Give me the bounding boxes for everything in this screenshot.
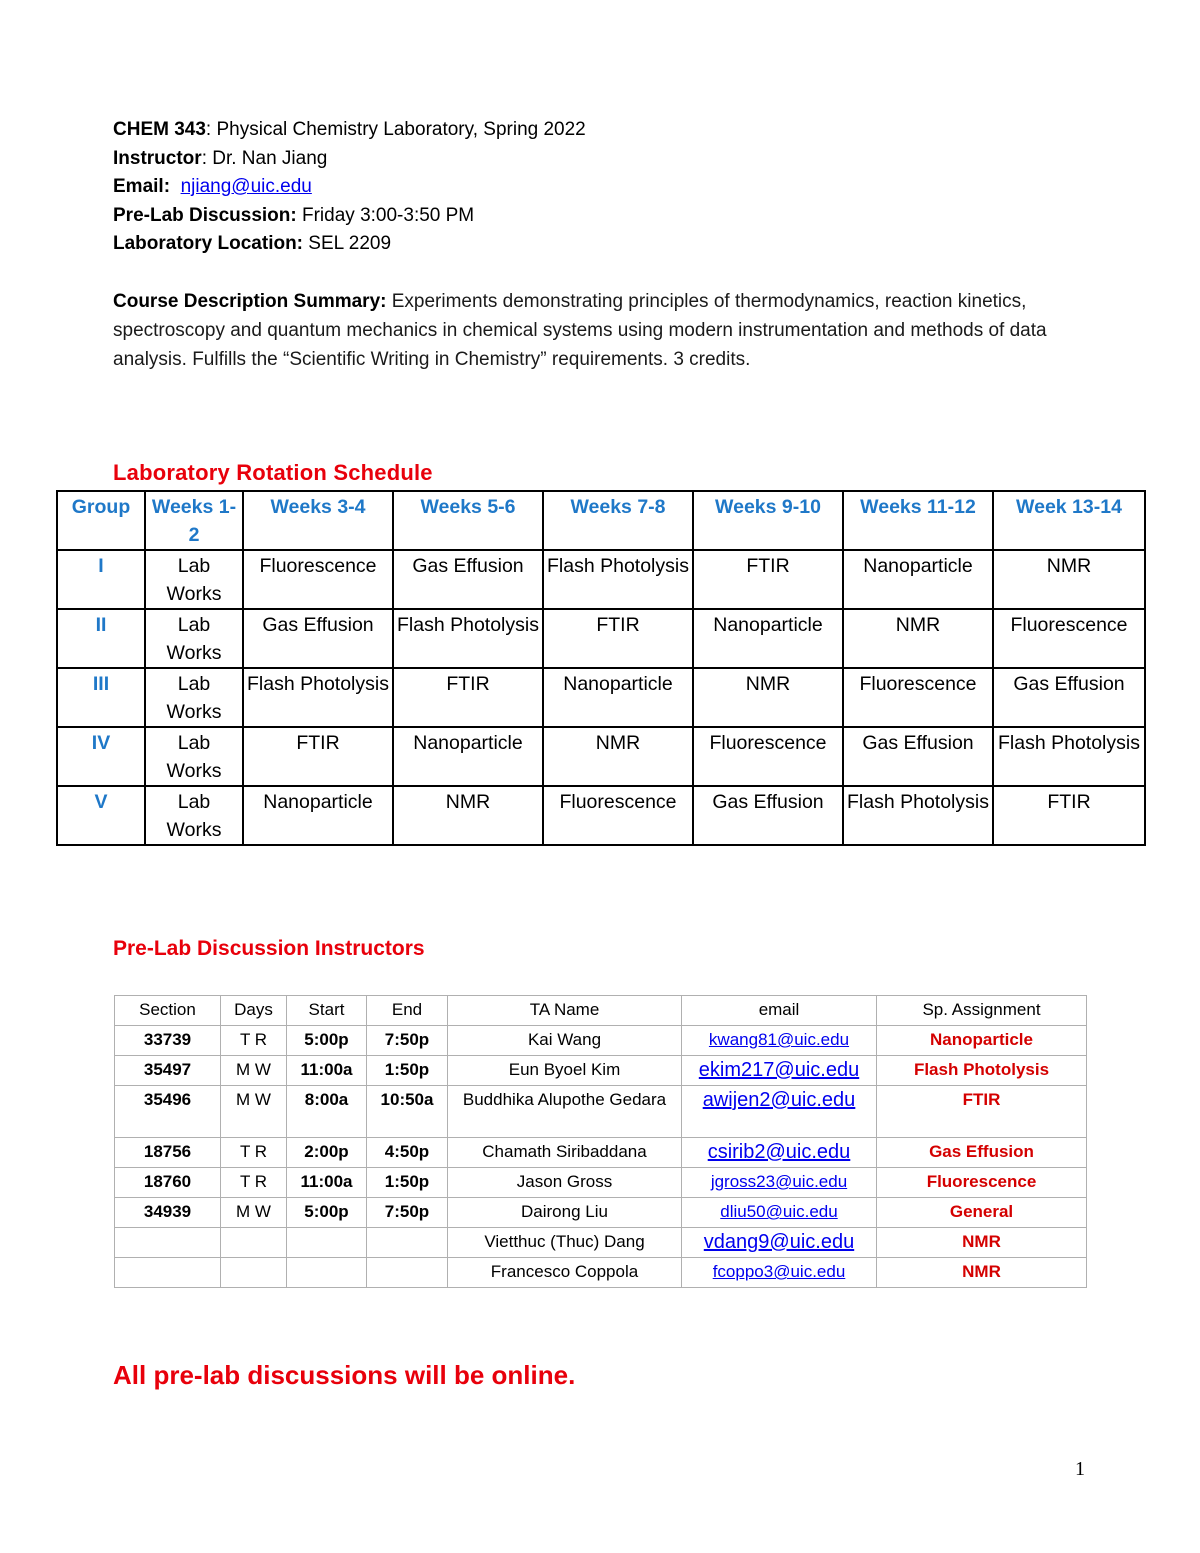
rotation-header-cell: Weeks 3-4 bbox=[243, 491, 393, 550]
rotation-cell: Gas Effusion bbox=[843, 727, 993, 786]
rotation-cell: FTIR bbox=[243, 727, 393, 786]
start-cell: 8:00a bbox=[287, 1086, 367, 1138]
end-cell: 1:50p bbox=[367, 1056, 448, 1086]
rotation-cell: Flash Photolysis bbox=[243, 668, 393, 727]
instructor-row bbox=[115, 1198, 1087, 1228]
rotation-cell: FTIR bbox=[693, 550, 843, 609]
rotation-cell: Flash Photolysis bbox=[843, 786, 993, 845]
rotation-cell: Nanoparticle bbox=[393, 727, 543, 786]
rotation-row bbox=[57, 786, 1145, 845]
instructor-row bbox=[115, 1138, 1087, 1168]
end-cell: 4:50p bbox=[367, 1138, 448, 1168]
rotation-cell: Nanoparticle bbox=[693, 609, 843, 668]
prelab-line bbox=[113, 202, 1093, 231]
location-value: SEL 2209 bbox=[303, 233, 392, 254]
rotation-cell: NMR bbox=[843, 609, 993, 668]
instructors-header-cell: Sp. Assignment bbox=[877, 996, 1087, 1026]
email-cell bbox=[682, 1198, 877, 1228]
ta-name-cell: Eun Byoel Kim bbox=[448, 1056, 682, 1086]
description-text: Experiments demonstrating principles of thermodynamics, reaction kinetics, spectroscopy and quantum mechanics in chemical systems using modern instrumentation and methods of data analysis. Fulfills the “Scientific Writing in Chemistry” requirements. 3 credits. bbox=[113, 291, 1047, 370]
rotation-row bbox=[57, 609, 1145, 668]
section-cell bbox=[115, 1228, 221, 1258]
rotation-cell: Lab Works bbox=[145, 550, 243, 609]
rotation-header-cell: Weeks 11-12 bbox=[843, 491, 993, 550]
email-cell bbox=[682, 1228, 877, 1258]
group-cell: III bbox=[57, 668, 145, 727]
start-cell bbox=[287, 1258, 367, 1288]
instructor-line bbox=[113, 145, 1093, 174]
start-cell: 11:00a bbox=[287, 1168, 367, 1198]
section-cell: 18756 bbox=[115, 1138, 221, 1168]
days-cell: M W bbox=[221, 1198, 287, 1228]
section-cell: 35497 bbox=[115, 1056, 221, 1086]
page-number: 1 bbox=[1075, 1458, 1085, 1480]
instructors-header-cell: Days bbox=[221, 996, 287, 1026]
rotation-row bbox=[57, 727, 1145, 786]
section-cell: 33739 bbox=[115, 1026, 221, 1056]
start-cell bbox=[287, 1228, 367, 1258]
instructor-row bbox=[115, 1258, 1087, 1288]
email-cell bbox=[682, 1138, 877, 1168]
email-cell bbox=[682, 1258, 877, 1288]
instructor-email-link[interactable]: njiang@uic.edu bbox=[180, 176, 312, 197]
rotation-cell: Flash Photolysis bbox=[543, 550, 693, 609]
ta-email-link[interactable]: jgross23@uic.edu bbox=[710, 1172, 848, 1191]
rotation-cell: NMR bbox=[393, 786, 543, 845]
rotation-cell: Fluorescence bbox=[993, 609, 1145, 668]
instructor-label: Instructor bbox=[113, 147, 202, 169]
email-label: Email: bbox=[113, 176, 171, 197]
rotation-cell: Gas Effusion bbox=[993, 668, 1145, 727]
section-cell: 18760 bbox=[115, 1168, 221, 1198]
rotation-cell: NMR bbox=[993, 550, 1145, 609]
section-cell: 35496 bbox=[115, 1086, 221, 1138]
instructor-row bbox=[115, 1056, 1087, 1086]
rotation-row bbox=[57, 668, 1145, 727]
rotation-cell: Nanoparticle bbox=[243, 786, 393, 845]
rotation-cell: FTIR bbox=[393, 668, 543, 727]
rotation-cell: Lab Works bbox=[145, 668, 243, 727]
ta-email-link[interactable]: fcoppo3@uic.edu bbox=[712, 1262, 846, 1281]
group-cell: IV bbox=[57, 727, 145, 786]
rotation-cell: Flash Photolysis bbox=[393, 609, 543, 668]
days-cell bbox=[221, 1258, 287, 1288]
rotation-cell: FTIR bbox=[543, 609, 693, 668]
description-label: Course Description Summary: bbox=[113, 291, 387, 312]
prelab-label: Pre-Lab Discussion: bbox=[113, 204, 297, 226]
end-cell: 7:50p bbox=[367, 1026, 448, 1056]
instructors-header-cell: email bbox=[682, 996, 877, 1026]
rotation-cell: Lab Works bbox=[145, 609, 243, 668]
ta-email-link[interactable]: dliu50@uic.edu bbox=[720, 1202, 838, 1221]
days-cell: T R bbox=[221, 1138, 287, 1168]
rotation-schedule-title: Laboratory Rotation Schedule bbox=[113, 460, 433, 485]
assignment-cell: General bbox=[877, 1198, 1087, 1228]
group-cell: I bbox=[57, 550, 145, 609]
instructors-table bbox=[114, 995, 1087, 1288]
assignment-cell: Flash Photolysis bbox=[877, 1056, 1087, 1086]
rotation-header-cell: Weeks 1-2 bbox=[145, 491, 243, 550]
instructors-title: Pre-Lab Discussion Instructors bbox=[113, 937, 425, 960]
start-cell: 5:00p bbox=[287, 1198, 367, 1228]
rotation-cell: Gas Effusion bbox=[243, 609, 393, 668]
rotation-cell: Fluorescence bbox=[843, 668, 993, 727]
location-line bbox=[113, 230, 1093, 259]
ta-name-cell: Chamath Siribaddana bbox=[448, 1138, 682, 1168]
ta-email-link[interactable]: ekim217@uic.edu bbox=[698, 1059, 860, 1081]
days-cell: M W bbox=[221, 1086, 287, 1138]
instructors-header-cell: Section bbox=[115, 996, 221, 1026]
start-cell: 5:00p bbox=[287, 1026, 367, 1056]
rotation-cell: Nanoparticle bbox=[543, 668, 693, 727]
ta-name-cell: Buddhika Alupothe Gedara bbox=[448, 1086, 682, 1138]
course-description bbox=[113, 287, 1093, 374]
rotation-header-cell: Week 13-14 bbox=[993, 491, 1145, 550]
course-code: CHEM 343 bbox=[113, 119, 206, 140]
assignment-cell: NMR bbox=[877, 1258, 1087, 1288]
days-cell bbox=[221, 1228, 287, 1258]
days-cell: T R bbox=[221, 1168, 287, 1198]
rotation-header-cell: Weeks 9-10 bbox=[693, 491, 843, 550]
course-header bbox=[113, 116, 1093, 259]
ta-name-cell: Dairong Liu bbox=[448, 1198, 682, 1228]
end-cell: 7:50p bbox=[367, 1198, 448, 1228]
instructor-value: : Dr. Nan Jiang bbox=[201, 147, 328, 169]
group-cell: V bbox=[57, 786, 145, 845]
start-cell: 2:00p bbox=[287, 1138, 367, 1168]
start-cell: 11:00a bbox=[287, 1056, 367, 1086]
rotation-cell: NMR bbox=[543, 727, 693, 786]
rotation-cell: Gas Effusion bbox=[393, 550, 543, 609]
online-notice: All pre-lab discussions will be online. bbox=[113, 1360, 576, 1390]
rotation-header-cell: Weeks 7-8 bbox=[543, 491, 693, 550]
prelab-value: Friday 3:00-3:50 PM bbox=[296, 204, 475, 226]
ta-name-cell: Vietthuc (Thuc) Dang bbox=[448, 1228, 682, 1258]
instructor-row bbox=[115, 1026, 1087, 1056]
days-cell: T R bbox=[221, 1026, 287, 1056]
email-cell bbox=[682, 1026, 877, 1056]
instructors-header-row bbox=[115, 996, 1087, 1026]
ta-name-cell: Kai Wang bbox=[448, 1026, 682, 1056]
assignment-cell: FTIR bbox=[877, 1086, 1087, 1138]
rotation-cell: NMR bbox=[693, 668, 843, 727]
instructor-row bbox=[115, 1086, 1087, 1138]
rotation-cell: Fluorescence bbox=[243, 550, 393, 609]
rotation-cell: FTIR bbox=[993, 786, 1145, 845]
section-cell bbox=[115, 1258, 221, 1288]
end-cell bbox=[367, 1258, 448, 1288]
instructor-row bbox=[115, 1228, 1087, 1258]
rotation-header-cell: Group bbox=[57, 491, 145, 550]
rotation-schedule-table bbox=[56, 490, 1146, 846]
ta-name-cell: Jason Gross bbox=[448, 1168, 682, 1198]
group-cell: II bbox=[57, 609, 145, 668]
assignment-cell: Nanoparticle bbox=[877, 1026, 1087, 1056]
instructor-row bbox=[115, 1168, 1087, 1198]
location-label: Laboratory Location: bbox=[113, 233, 304, 254]
days-cell: M W bbox=[221, 1056, 287, 1086]
end-cell: 1:50p bbox=[367, 1168, 448, 1198]
course-title: : Physical Chemistry Laboratory, Spring 2022 bbox=[205, 119, 586, 140]
rotation-row bbox=[57, 550, 1145, 609]
end-cell bbox=[367, 1228, 448, 1258]
email-cell bbox=[682, 1056, 877, 1086]
assignment-cell: Gas Effusion bbox=[877, 1138, 1087, 1168]
rotation-header-cell: Weeks 5-6 bbox=[393, 491, 543, 550]
email-cell bbox=[682, 1086, 877, 1138]
email-line bbox=[113, 173, 1093, 202]
instructors-header-cell: TA Name bbox=[448, 996, 682, 1026]
rotation-cell: Fluorescence bbox=[693, 727, 843, 786]
rotation-cell: Lab Works bbox=[145, 786, 243, 845]
instructors-header-cell: End bbox=[367, 996, 448, 1026]
assignment-cell: NMR bbox=[877, 1228, 1087, 1258]
course-line bbox=[113, 116, 1093, 145]
end-cell: 10:50a bbox=[367, 1086, 448, 1138]
email-cell bbox=[682, 1168, 877, 1198]
ta-name-cell: Francesco Coppola bbox=[448, 1258, 682, 1288]
rotation-cell: Gas Effusion bbox=[693, 786, 843, 845]
ta-email-link[interactable]: awijen2@uic.edu bbox=[702, 1089, 856, 1111]
rotation-cell: Nanoparticle bbox=[843, 550, 993, 609]
rotation-header-row bbox=[57, 491, 1145, 550]
ta-email-link[interactable]: kwang81@uic.edu bbox=[708, 1030, 850, 1049]
section-cell: 34939 bbox=[115, 1198, 221, 1228]
instructors-header-cell: Start bbox=[287, 996, 367, 1026]
ta-email-link[interactable]: vdang9@uic.edu bbox=[703, 1231, 855, 1253]
rotation-cell: Fluorescence bbox=[543, 786, 693, 845]
rotation-cell: Flash Photolysis bbox=[993, 727, 1145, 786]
assignment-cell: Fluorescence bbox=[877, 1168, 1087, 1198]
rotation-cell: Lab Works bbox=[145, 727, 243, 786]
ta-email-link[interactable]: csirib2@uic.edu bbox=[707, 1141, 851, 1163]
